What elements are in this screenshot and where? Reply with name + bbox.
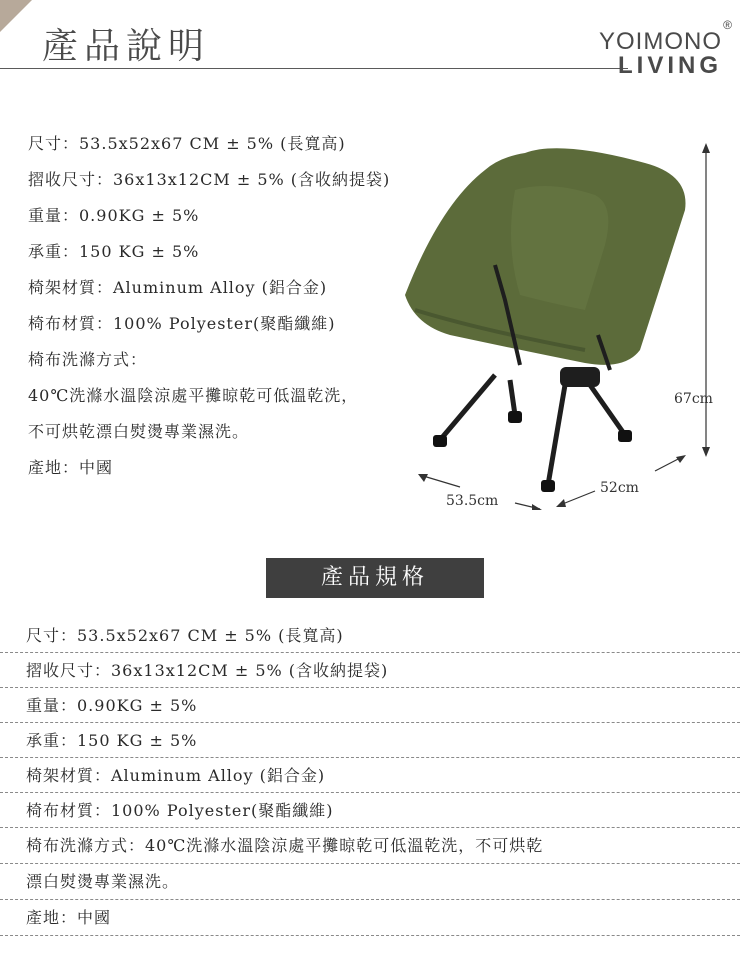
dimension-height-label: 67cm	[674, 391, 713, 407]
desc-origin: 產地：中國	[28, 458, 114, 477]
chair-product-image	[400, 135, 740, 510]
page-header	[0, 0, 750, 80]
arrow-up-right-icon	[676, 455, 686, 463]
arrow-right-icon	[532, 504, 542, 510]
chair-leg-back-right	[590, 385, 625, 435]
description-list	[28, 126, 390, 486]
chair-foot	[433, 435, 447, 447]
spec-row-frame-material: 椅架材質：Aluminum Alloy (鋁合金)	[0, 758, 740, 793]
registered-mark: ®	[723, 18, 732, 32]
dimension-depth-label: 52cm	[600, 480, 639, 496]
desc-size: 尺寸：53.5x52x67 CM ± 5% (長寬高)	[28, 134, 346, 153]
chair-hub	[560, 367, 600, 387]
desc-wash-label: 椅布洗滌方式：	[28, 350, 148, 369]
chair-leg-back-left	[510, 380, 515, 415]
spec-row-fabric-material: 椅布材質：100% Polyester(聚酯纖維)	[0, 793, 740, 828]
spec-row-load: 承重：150 KG ± 5%	[0, 723, 740, 758]
chair-foot	[618, 430, 632, 442]
chair-leg-front-left	[440, 375, 495, 440]
desc-fabric-material: 椅布材質：100% Polyester(聚酯纖維)	[28, 314, 336, 333]
desc-frame-material: 椅架材質：Aluminum Alloy (鋁合金)	[28, 278, 328, 297]
spec-row-size: 尺寸：53.5x52x67 CM ± 5% (長寬高)	[0, 618, 740, 653]
spec-row-weight: 重量：0.90KG ± 5%	[0, 688, 740, 723]
corner-accent	[0, 0, 32, 32]
arrow-down-left-icon	[556, 499, 566, 507]
chair-foot	[541, 480, 555, 492]
spec-row-origin: 產地：中國	[0, 900, 740, 936]
desc-wash-line-2: 不可烘乾漂白熨燙專業濕洗。	[28, 422, 250, 441]
spec-row-folded-size: 摺收尺寸：36x13x12CM ± 5% (含收納提袋)	[0, 653, 740, 688]
spec-row-wash: 椅布洗滌方式：40℃洗滌水溫陰涼處平攤晾乾可低溫乾洗，不可烘乾	[0, 828, 740, 864]
dimension-width-label: 53.5cm	[446, 493, 499, 509]
arrow-left-icon	[418, 474, 428, 482]
brand-line-1: YOIMONO	[598, 28, 722, 55]
spec-table	[0, 618, 740, 936]
spec-section-title: 產品規格	[266, 558, 484, 598]
chair-leg-front-right	[548, 385, 565, 485]
arrow-up-icon	[702, 143, 710, 153]
brand-logo	[598, 18, 732, 79]
desc-wash-line-1: 40℃洗滌水溫陰涼處平攤晾乾可低溫乾洗，	[28, 386, 359, 405]
arrow-down-icon	[702, 447, 710, 457]
page-title: 產品說明	[42, 26, 211, 67]
depth-dimension-line	[560, 491, 595, 505]
spec-row-wash-cont: 漂白熨燙專業濕洗。	[0, 864, 740, 900]
desc-folded-size: 摺收尺寸：36x13x12CM ± 5% (含收納提袋)	[28, 170, 391, 189]
chair-foot	[508, 411, 522, 423]
desc-load: 承重：150 KG ± 5%	[28, 242, 200, 261]
brand-line-2: LIVING	[617, 52, 722, 79]
header-divider	[0, 68, 628, 69]
desc-weight: 重量：0.90KG ± 5%	[28, 206, 200, 225]
